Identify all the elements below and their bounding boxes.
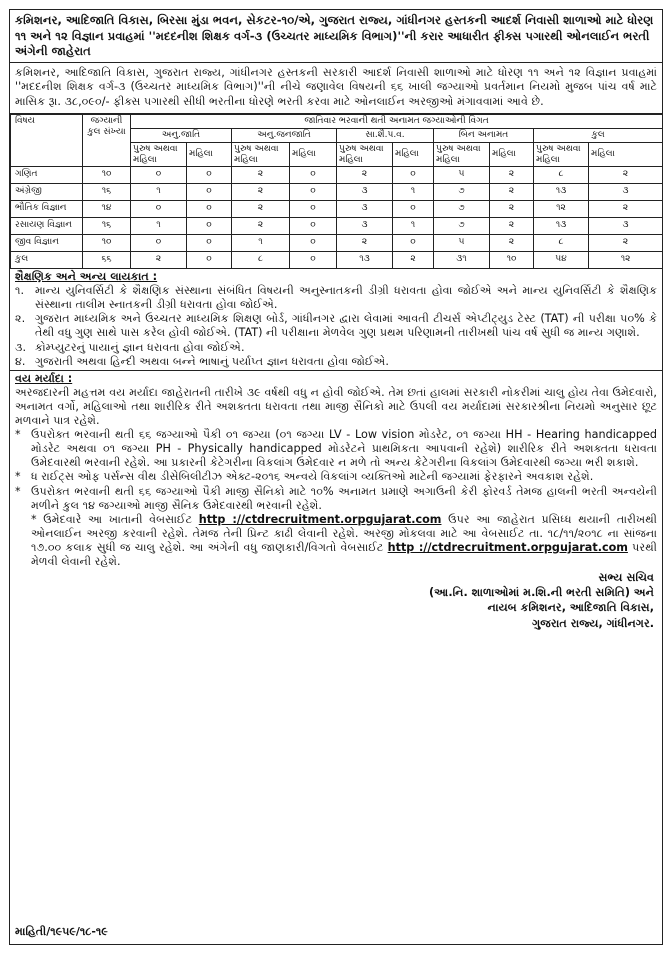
row-value: ૦ bbox=[187, 234, 232, 251]
qualification-item bbox=[15, 284, 657, 312]
note-item bbox=[15, 485, 657, 513]
row-value: ૦ bbox=[393, 200, 434, 217]
row-total: ૧૦ bbox=[83, 234, 131, 251]
table-row bbox=[11, 183, 663, 200]
apply-mid: ઉપર આ જાહેરાત પ્રસિધ્ધ થયાની તારીખથી ઓનલાઈન અરજી કરવાની રહેશે. તેમજ તેની પ્રિન્ટ કાઢી લેવાની રહેશે. અરજી મોકલવા માટે આ વેબસાઈટ તા. ૧૮/૧૧/૨૦૧૮ ના સાંજના ૧૭.૦૦ કલાક સુધી જ ચાલુ રહેશે. આ અંગેની વધુ જાણકારી/વિગતો વેબસાઈટ bbox=[31, 512, 657, 555]
row-value: ૩૧ bbox=[434, 251, 490, 268]
row-value: ૦ bbox=[187, 166, 232, 183]
sub-header-men: પુરુષ અથવા મહિલા bbox=[434, 143, 490, 167]
row-subject: કુલ bbox=[11, 251, 83, 268]
row-value: ૦ bbox=[290, 251, 337, 268]
signature-line-2: (આ.નિ. શાળાઓમાં મ.શિ.ની ભરતી સમિતિ) અને bbox=[428, 586, 654, 600]
row-value: ૨ bbox=[490, 166, 534, 183]
note-item bbox=[15, 470, 657, 484]
row-value: ૧૩ bbox=[534, 183, 589, 200]
item-text: કોમ્પ્યુટરનું પાયાનું જ્ઞાન ધરાવતા હોવા જોઈએ. bbox=[35, 340, 245, 354]
row-total: ૬૬ bbox=[83, 251, 131, 268]
row-value: ૫૪ bbox=[534, 251, 589, 268]
age-text: અરજદારની મહત્તમ વય મર્યાદા જાહેરાતની તારીખે ૩૯ વર્ષથી વધુ ન હોવી જોઈએ. તેમ છતાં હાલમાં સરકારી નોકરીમાં ચાલુ હોય તેવા ઉમેદવારો, અનામત વર્ગો, મહિલાઓ તથા શારીરિક રીતે અશક્તતા ધરાવતા તથા માજી સૈનિકો માટે ઉપલી વય મર્યાદામાં સરકારશ્રીના નિયમો અનુસાર છૂટ મળવાને પાત્ર રહેશે. bbox=[15, 385, 657, 428]
row-value: ૩ bbox=[337, 200, 393, 217]
row-total: ૧૪ bbox=[83, 200, 131, 217]
row-value: ૨ bbox=[337, 234, 393, 251]
qualification-heading: શૈક્ષણિક અને અન્ય લાયકાત : bbox=[15, 269, 158, 283]
signature-line-3: નાયબ કમિશનર, આદિજાતિ વિકાસ, bbox=[487, 601, 654, 615]
item-number: ૩. bbox=[15, 340, 27, 354]
table-row bbox=[11, 234, 663, 251]
row-value: ૨ bbox=[337, 166, 393, 183]
row-value: ૦ bbox=[290, 166, 337, 183]
row-subject: ગણિત bbox=[11, 166, 83, 183]
row-value: ૧ bbox=[232, 234, 290, 251]
row-value: ૮ bbox=[232, 251, 290, 268]
row-value: ૨ bbox=[589, 234, 663, 251]
row-value: ૧૨ bbox=[534, 200, 589, 217]
row-value: ૧ bbox=[393, 217, 434, 234]
group-header: જાતિવાર ભરવાની થતી અનામત જગ્યાઓની વિગત bbox=[131, 114, 663, 128]
item-number: ૧. bbox=[15, 284, 25, 298]
row-subject: અંગ્રેજી bbox=[11, 183, 83, 200]
sub-header-men: પુરુષ અથવા મહિલા bbox=[131, 143, 187, 167]
row-value: ૦ bbox=[187, 183, 232, 200]
sub-header-women: મહિલા bbox=[490, 143, 534, 167]
apply-prefix: * ઉમેદવારે આ ખાતાની વેબસાઈટ bbox=[31, 512, 199, 526]
table-row bbox=[11, 217, 663, 234]
advertisement-title: કમિશનર, આદિજાતિ વિકાસ, બિરસા મુંડા ભવન, સેકટર-૧૦/એ, ગુજરાત રાજ્ય, ગાંધીનગર હસ્તકની આદર્શ નિવાસી શાળાઓ માટે ધોરણ ૧૧ અને ૧૨ વિજ્ઞાન પ્રવાહમાં ''મદદનીશ શિક્ષક વર્ગ-૩ (ઉચ્ચતર માધ્યમિક વિભાગ)''ની કરાર આધારીત ફીક્સ પગારથી ઓનલાઈન ભરતી અંગેની જાહેરાત bbox=[10, 10, 662, 63]
sub-header-men: પુરુષ અથવા મહિલા bbox=[337, 143, 393, 167]
row-value: ૫ bbox=[434, 234, 490, 251]
item-text: ગુજરાત માધ્યમિક અને ઉચ્ચતર માધ્યમિક શિક્ષણ બોર્ડ, ગાંધીનગર દ્વારા લેવામાં આવતી ટીચર્સ એપ્ટીટ્યુડ ટેસ્ટ (TAT) ની પરીક્ષા ૫૦% કે તેથી વધુ ગુણ સાથે પાસ કરેલ હોવી જોઈએ. (TAT) ની પરીક્ષાના મેળવેલ ગુણ પ્રથમ પરિણામની તારીખથી પાંચ વર્ષ સુધી જ માન્ય ગણાશે. bbox=[35, 312, 657, 340]
row-value: ૨ bbox=[232, 183, 290, 200]
row-value: ૭ bbox=[434, 183, 490, 200]
row-value: ૩ bbox=[337, 217, 393, 234]
row-value: ૦ bbox=[131, 166, 187, 183]
table-row bbox=[11, 200, 663, 217]
row-value: ૨ bbox=[232, 217, 290, 234]
row-value: ૧ bbox=[131, 217, 187, 234]
row-value: ૦ bbox=[187, 217, 232, 234]
age-section bbox=[10, 370, 662, 571]
sub-header-men: પુરુષ અથવા મહિલા bbox=[534, 143, 589, 167]
group-header-cell: અનુ.જાતિ bbox=[131, 128, 232, 142]
row-value: ૨ bbox=[490, 217, 534, 234]
row-value: ૧ bbox=[131, 183, 187, 200]
sub-header-men: પુરુષ અથવા મહિલા bbox=[232, 143, 290, 167]
row-value: ૭ bbox=[434, 217, 490, 234]
sub-header-women: મહિલા bbox=[187, 143, 232, 167]
item-text: ગુજરાતી અથવા હિન્દી અથવા બન્ને ભાષાનું પર્યાપ્ત જ્ઞાન ધરાવતા હોવા જોઈએ. bbox=[35, 354, 389, 368]
row-value: ૦ bbox=[131, 234, 187, 251]
row-value: ૮ bbox=[534, 234, 589, 251]
row-value: ૫ bbox=[434, 166, 490, 183]
sub-header-women: મહિલા bbox=[589, 143, 663, 167]
reference-number: માહિતી/૧૯૫૯/૧૮-૧૯ bbox=[15, 925, 108, 939]
row-total: ૧૬ bbox=[83, 217, 131, 234]
signature-line-4: ગુજરાત રાજ્ય, ગાંધીનગર. bbox=[532, 616, 654, 630]
row-value: ૨ bbox=[232, 200, 290, 217]
row-value: ૨ bbox=[232, 166, 290, 183]
row-value: ૦ bbox=[393, 166, 434, 183]
note-bullet: * bbox=[15, 484, 21, 498]
row-value: ૧ bbox=[393, 183, 434, 200]
item-number: ૪. bbox=[15, 354, 26, 368]
note-item bbox=[15, 428, 657, 470]
item-number: ૨. bbox=[15, 312, 26, 326]
row-value: ૨ bbox=[589, 200, 663, 217]
group-header-cell: સા.શૈ.પ.વ. bbox=[337, 128, 434, 142]
group-header-cell: અનુ.જનજાતિ bbox=[232, 128, 337, 142]
row-subject: ભૌતિક વિજ્ઞાન bbox=[11, 200, 83, 217]
website-link-2[interactable]: http ://ctdrecruitment.orpgujarat.com bbox=[387, 541, 628, 555]
qualification-section bbox=[10, 269, 662, 370]
table-row bbox=[11, 251, 663, 268]
row-total: ૧૦ bbox=[83, 166, 131, 183]
advertisement bbox=[9, 9, 663, 945]
row-value: ૩ bbox=[589, 183, 663, 200]
row-subject: જીવ વિજ્ઞાન bbox=[11, 234, 83, 251]
col-total: જગ્યાની કુલ સંખ્યા bbox=[83, 114, 131, 166]
row-value: ૮ bbox=[534, 166, 589, 183]
row-value: ૩ bbox=[589, 217, 663, 234]
row-subject: રસાયણ વિજ્ઞાન bbox=[11, 217, 83, 234]
row-value: ૦ bbox=[290, 234, 337, 251]
row-value: ૦ bbox=[393, 234, 434, 251]
website-link-1[interactable]: http ://ctdrecruitment.orpgujarat.com bbox=[198, 512, 442, 526]
note-bullet: * bbox=[15, 470, 21, 484]
row-value: ૦ bbox=[290, 200, 337, 217]
row-value: ૦ bbox=[290, 217, 337, 234]
qualification-item bbox=[15, 341, 657, 355]
signature-block bbox=[10, 570, 662, 630]
vacancy-table bbox=[10, 114, 663, 269]
note-text: ધ રાઈટ્સ ઓફ પર્સન્સ વીથ ડીસેબિલીટીઝ એક્ટ-૨૦૧૬ અન્વયે વિકલાંગ વ્યક્તિઓ માટેની જગ્યામાં ફેરફારને અવકાશ રહેશે. bbox=[31, 470, 594, 484]
row-value: ૦ bbox=[131, 200, 187, 217]
row-value: ૧૨ bbox=[589, 251, 663, 268]
row-value: ૨ bbox=[490, 200, 534, 217]
qualification-item bbox=[15, 312, 657, 340]
note-text: ઉપરોક્ત ભરવાની થતી ૬૬ જગ્યાઓ પૈકી માજી સૈનિકો માટે ૧૦% અનામત પ્રમાણે અગાઉની કેરી ફોરવર્ડ તેમજ હાલની ભરતી અન્વયેની મળીને કુલ ૧૪ જગ્યાઓ માજી સૈનિક ઉમેદવારથી ભરવાની રહેશે. bbox=[31, 484, 657, 512]
row-value: ૩ bbox=[337, 183, 393, 200]
sub-header-women: મહિલા bbox=[393, 143, 434, 167]
row-value: ૧૦ bbox=[490, 251, 534, 268]
row-total: ૧૬ bbox=[83, 183, 131, 200]
row-value: ૦ bbox=[187, 200, 232, 217]
qualification-item bbox=[15, 355, 657, 369]
intro-paragraph: કમિશનર, આદિજાતિ વિકાસ, ગુજરાત રાજ્ય, ગાંધીનગર હસ્તકની સરકારી આદર્શ નિવાસી શાળાઓ માટે ધોરણ ૧૧ અને ૧૨ વિજ્ઞાન પ્રવાહમાં ''મદદનીશ શિક્ષક વર્ગ-૩ (ઉચ્ચતર માધ્યમિક વિભાગ)''ની નીચે જણાવેલ વિષયની ૬૬ ખાલી જગ્યાઓ પ્રવર્તમાન નિયમો મુજબ પાંચ વર્ષ માટે માસિક રૂા. ૩૮,૦૯૦/- ફીક્સ પગારથી સીધી ભરતીના ધોરણે ભરતી કરવા માટે ઓનલાઈન અરજીઓ મંગાવવામાં આવે છે. bbox=[10, 63, 662, 114]
row-value: ૧૩ bbox=[337, 251, 393, 268]
row-value: ૨ bbox=[490, 234, 534, 251]
row-value: ૨ bbox=[393, 251, 434, 268]
note-text: ઉપરોક્ત ભરવાની થતી ૬૬ જગ્યાઓ પૈકી ૦૧ જગ્યા (૦૧ જગ્યા LV - Low vision મોડરેટ, ૦૧ જગ્યા HH - Hearing handicapped મોડરેટ અથવા ૦૧ જગ્યા PH - Physically handicapped મોડરેટને પ્રાથમિકતા આપવાની રહેશે) શારીરિક રીતે અશક્તતા ધરાવતા ઉમેદવારથી ભરવાની રહેશે. આ પ્રકારની કેટેગરીના વિકલાંગ ઉમેદવાર ન મળે તો અન્ય કેટેગરીના વિકલાંગ ઉમેદવારથી જગ્યા ભરી શકાશે. bbox=[31, 428, 657, 470]
col-subject: વિષય bbox=[11, 114, 83, 166]
signature-line-1: સભ્ય સચિવ bbox=[598, 571, 654, 585]
sub-header-women: મહિલા bbox=[290, 143, 337, 167]
group-header-cell: કુલ bbox=[534, 128, 663, 142]
row-value: ૦ bbox=[187, 251, 232, 268]
apply-note bbox=[15, 513, 657, 569]
row-value: ૧૩ bbox=[534, 217, 589, 234]
row-value: ૭ bbox=[434, 200, 490, 217]
item-text: માન્ય યુનિવર્સિટી કે શૈક્ષણિક સંસ્થાના સંબંધિત વિષયની અનુસ્નાતકની ડીગ્રી ધરાવતા હોવા જોઈએ અને માન્ય યુનિવર્સિટી કે શૈક્ષણિક સંસ્થાના તાલીમ સ્નાતકની ડીગ્રી ધરાવતા હોવા જોઈએ. bbox=[35, 284, 657, 312]
row-value: ૨ bbox=[490, 183, 534, 200]
row-value: ૨ bbox=[131, 251, 187, 268]
apply-suffix: પરથી મેળવી લેવાની રહેશે. bbox=[31, 541, 657, 569]
age-heading: વય મર્યાદા : bbox=[15, 371, 73, 385]
table-row bbox=[11, 166, 663, 183]
row-value: ૦ bbox=[290, 183, 337, 200]
row-value: ૨ bbox=[589, 166, 663, 183]
group-header-cell: બિન અનામત bbox=[434, 128, 534, 142]
note-bullet: * bbox=[15, 428, 21, 442]
